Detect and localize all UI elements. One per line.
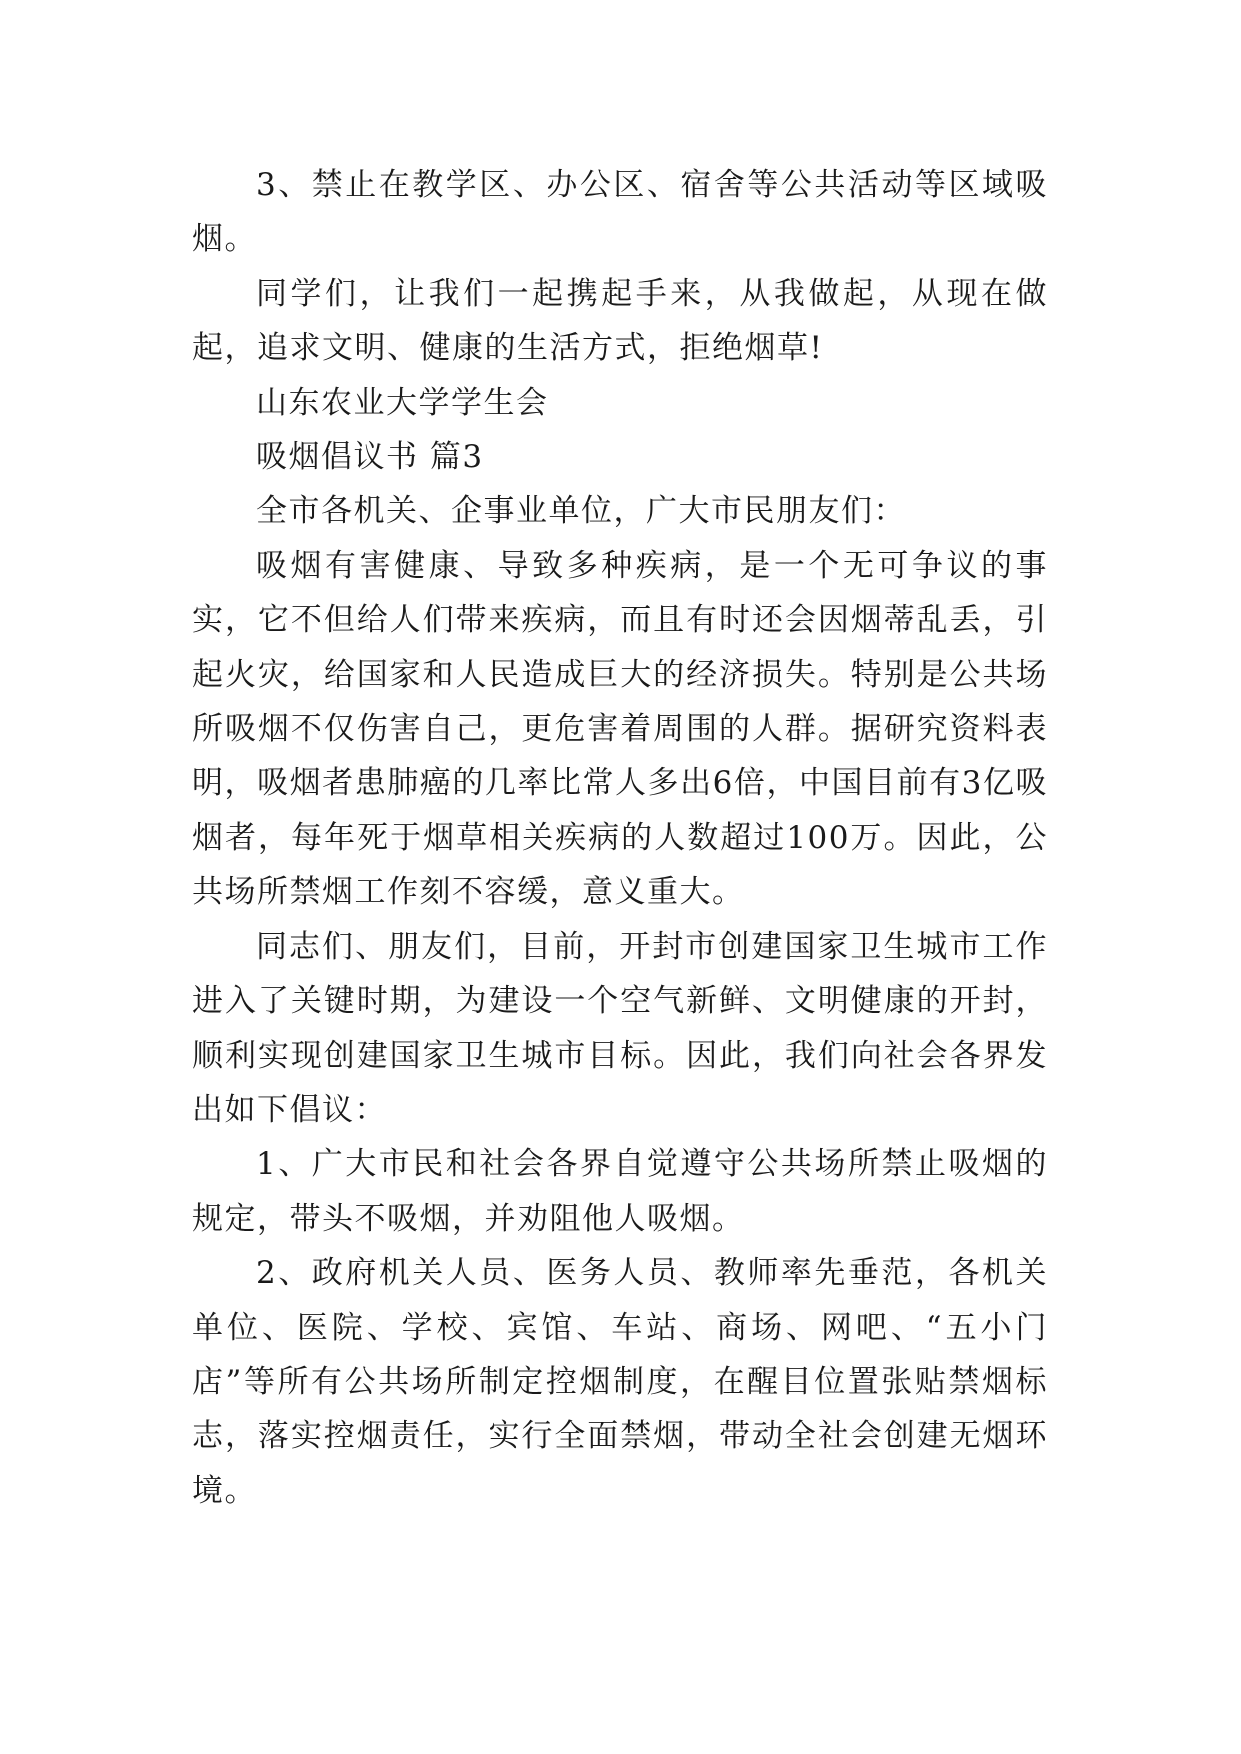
document-body bbox=[192, 158, 1048, 1518]
paragraph-rule-3: 3、禁止在教学区、办公区、宿舍等公共活动等区域吸烟。 bbox=[192, 167, 1048, 258]
section-heading: 吸烟倡议书 篇3 bbox=[256, 439, 484, 476]
paragraph-city-initiative: 同志们、朋友们，目前，开封市创建国家卫生城市工作进入了关键时期，为建设一个空气新鲜、文明健康的开封，顺利实现创建国家卫生城市目标。因此，我们向社会各界发出如下倡议： bbox=[192, 928, 1048, 1128]
paragraph-proposal-2: 2、政府机关人员、医务人员、教师率先垂范，各机关单位、医院、学校、宾馆、车站、商场、网吧、“五小门店”等所有公共场所制定控烟制度，在醒目位置张贴禁烟标志，落实控烟责任，实行全面禁烟，带动全社会创建无烟环境。 bbox=[192, 1255, 1048, 1509]
paragraph-salutation: 全市各机关、企事业单位，广大市民朋友们： bbox=[256, 493, 906, 530]
paragraph-smoking-harm: 吸烟有害健康、导致多种疾病，是一个无可争议的事实，它不但给人们带来疾病，而且有时还会因烟蒂乱丢，引起火灾，给国家和人民造成巨大的经济损失。特别是公共场所吸烟不仅伤害自己，更危害着周围的人群。据研究资料表明，吸烟者患肺癌的几率比常人多出6倍，中国目前有3亿吸烟者，每年死于烟草相关疾病的人数超过100万。因此，公共场所禁烟工作刻不容缓，意义重大。 bbox=[192, 547, 1048, 911]
paragraph-signature: 山东农业大学学生会 bbox=[256, 384, 549, 421]
paragraph-proposal-1: 1、广大市民和社会各界自觉遵守公共场所禁止吸烟的规定，带头不吸烟，并劝阻他人吸烟。 bbox=[192, 1146, 1048, 1237]
paragraph-call-to-students: 同学们，让我们一起携起手来，从我做起，从现在做起，追求文明、健康的生活方式，拒绝烟草! bbox=[192, 275, 1048, 367]
